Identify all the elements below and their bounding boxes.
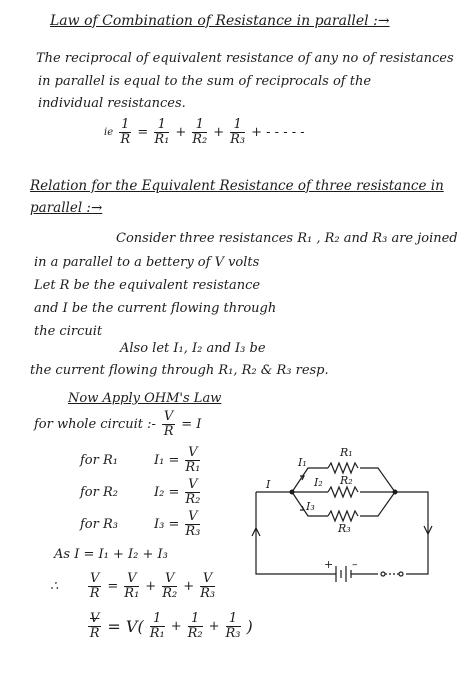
numerator: V xyxy=(90,611,100,626)
final-equation-2 xyxy=(86,612,253,641)
circuit-wire-left xyxy=(256,492,328,574)
numerator: 1 xyxy=(154,118,169,133)
plus-sign: + xyxy=(213,124,225,140)
label-battery-minus: – xyxy=(352,558,358,571)
fraction-1-over-R1 xyxy=(154,118,169,147)
fraction-1-over-R2 xyxy=(188,612,203,641)
branch-wire-3b xyxy=(360,492,395,516)
body-line-6: Also let I₁, I₂ and I₃ be xyxy=(120,341,266,356)
branch-current: I₂ = xyxy=(154,484,180,500)
fraction-V-over-R1 xyxy=(124,572,139,601)
key-terminal-left xyxy=(381,572,385,576)
body-line-7: the current flowing through R₁, R₂ & R₃ resp. xyxy=(30,363,329,378)
ohms-law-heading: Now Apply OHM's Law xyxy=(68,391,222,406)
body-line-5: the circuit xyxy=(34,324,103,339)
fraction-1-over-R3 xyxy=(230,118,245,147)
section-heading-parallel-law: Law of Combination of Resistance in parallel :→ xyxy=(50,13,390,29)
denominator: R₁ xyxy=(149,625,165,641)
ellipsis-tail: + - - - - - xyxy=(251,124,305,140)
denominator: R xyxy=(120,131,131,147)
label-I2: I₂ xyxy=(314,476,323,489)
equals-sign: = xyxy=(107,578,119,594)
resistor-R1 xyxy=(328,463,358,473)
fraction-V-over-R1 xyxy=(185,446,200,475)
numerator: 1 xyxy=(230,118,245,133)
denominator: R xyxy=(163,423,174,439)
fraction-1-over-R3 xyxy=(226,612,241,641)
body-line-2: in a parallel to a bettery of V volts xyxy=(34,255,260,270)
plus-sign: + xyxy=(170,618,182,634)
fraction-1-over-R1 xyxy=(150,612,165,641)
denominator: R₃ xyxy=(225,625,241,641)
branch-wire-1b xyxy=(360,468,395,492)
numerator: V xyxy=(185,446,200,461)
resistor-R2 xyxy=(328,487,358,497)
numerator: V xyxy=(163,409,174,424)
section-heading-relation-line-2: parallel :→ xyxy=(30,200,103,216)
final-equation-1 xyxy=(50,572,217,601)
plus-sign: + xyxy=(183,578,195,594)
label-I1: I₁ xyxy=(298,456,307,469)
denominator: R₃ xyxy=(185,523,201,539)
label-R2: R₂ xyxy=(340,474,353,487)
numerator: V xyxy=(90,571,100,586)
branch-current: I₃ = xyxy=(154,516,180,532)
branch-row-R3 xyxy=(80,510,202,539)
denominator: R xyxy=(89,585,100,601)
label-R1: R₁ xyxy=(340,446,353,459)
junction-left xyxy=(290,490,295,495)
therefore-symbol: ∴ xyxy=(50,578,59,594)
body-line-3: Let R be the equivalent resistance xyxy=(34,278,261,293)
numerator: 1 xyxy=(150,612,165,627)
section-heading-relation-line-1: Relation for the Equivalent Resistance of three resistance in xyxy=(30,178,444,194)
junction-right xyxy=(393,490,398,495)
denominator: R₁ xyxy=(185,459,201,475)
numerator: V xyxy=(185,478,200,493)
fraction-V-over-R3 xyxy=(200,572,215,601)
numerator: 1 xyxy=(188,612,203,627)
numerator: V xyxy=(185,510,200,525)
fraction-V-over-R3 xyxy=(185,510,200,539)
definition-line-3: individual resistances. xyxy=(38,96,186,111)
denominator: R₂ xyxy=(187,625,203,641)
numerator: 1 xyxy=(192,118,207,133)
close-paren: ) xyxy=(246,616,253,636)
denominator: R₃ xyxy=(200,585,216,601)
numerator: 1 xyxy=(121,117,130,132)
numerator: V xyxy=(124,572,139,587)
label-I: I xyxy=(266,478,271,491)
ie-label: ie xyxy=(104,126,114,138)
parallel-circuit-diagram xyxy=(240,440,460,590)
plus-sign: + xyxy=(208,618,220,634)
label-I3: I₃ xyxy=(306,500,315,513)
plus-sign: + xyxy=(145,578,157,594)
denominator: R₂ xyxy=(192,131,208,147)
numerator: V xyxy=(162,572,177,587)
whole-circuit-label: for whole circuit :- xyxy=(34,416,156,432)
plus-sign: + xyxy=(175,124,187,140)
equals-I: = I xyxy=(181,416,202,432)
branch-row-R2 xyxy=(80,478,202,507)
denominator: R₁ xyxy=(124,585,140,601)
definition-line-1: The reciprocal of equivalent resistance of any no of resistances xyxy=(36,51,454,66)
denominator: R₂ xyxy=(185,491,201,507)
fraction-V-over-R xyxy=(162,410,175,439)
fraction-1-over-R xyxy=(119,118,131,147)
body-line-4: and I be the current flowing through xyxy=(34,301,277,316)
fraction-V-over-R2 xyxy=(162,572,177,601)
denominator: R xyxy=(89,625,100,641)
fraction-V-over-R-cancelled xyxy=(88,612,101,641)
fraction-1-over-R2 xyxy=(192,118,207,147)
key-terminal-right xyxy=(399,572,403,576)
equals-v-open-paren: = V( xyxy=(107,616,144,636)
branch-label: for R₁ xyxy=(80,452,118,468)
current-sum-equation: As I = I₁ + I₂ + I₃ xyxy=(54,547,168,562)
label-R3: R₃ xyxy=(338,522,351,535)
resistor-R3 xyxy=(328,511,358,521)
fraction-V-over-R2 xyxy=(185,478,200,507)
branch-label: for R₂ xyxy=(80,484,118,500)
label-battery-plus: + xyxy=(324,558,334,571)
denominator: R₃ xyxy=(230,131,246,147)
equals-sign: = xyxy=(137,124,149,140)
whole-circuit-equation xyxy=(34,410,201,439)
denominator: R₂ xyxy=(162,585,178,601)
branch-label: for R₃ xyxy=(80,516,118,532)
numerator: V xyxy=(200,572,215,587)
reciprocal-sum-equation xyxy=(104,118,305,147)
branch-current: I₁ = xyxy=(154,452,180,468)
branch-row-R1 xyxy=(80,446,202,475)
circuit-wire-right xyxy=(395,492,428,574)
fraction-V-over-R xyxy=(88,572,101,601)
numerator: 1 xyxy=(226,612,241,627)
definition-line-2: in parallel is equal to the sum of reciprocals of the xyxy=(38,74,372,89)
body-line-1: Consider three resistances R₁ , R₂ and R₃ are joined xyxy=(116,231,458,246)
denominator: R₁ xyxy=(154,131,170,147)
